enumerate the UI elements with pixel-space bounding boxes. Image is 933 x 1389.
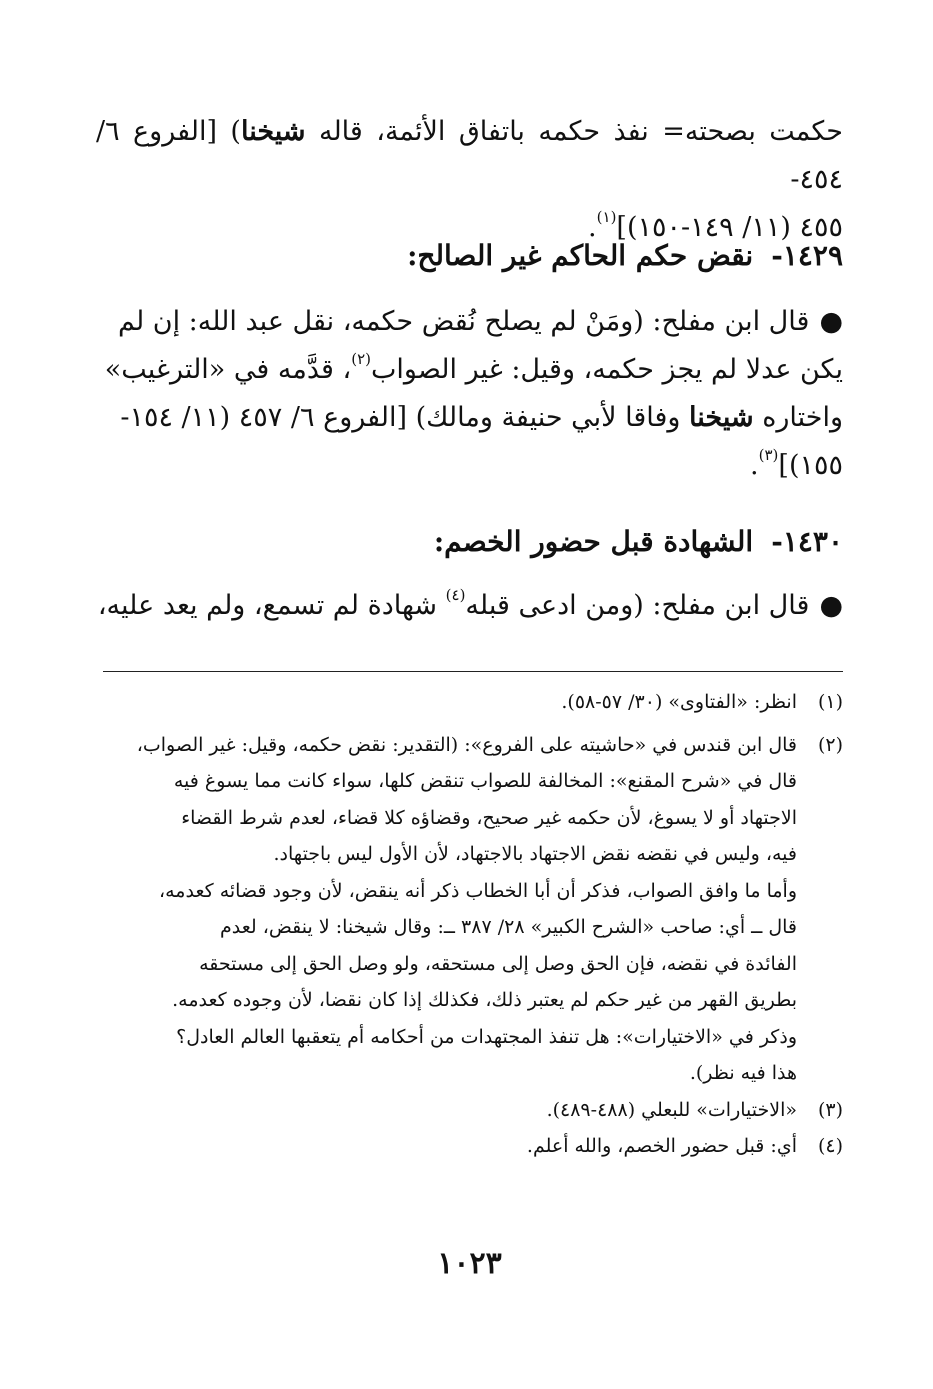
section-number: ١٤٣٠- [771, 525, 843, 558]
footnote-2 [96, 727, 843, 1092]
footnote-line: قال ــ أي: صاحب «الشرح الكبير» ٢٨/ ٣٨٧ ــ: وقال شيخنا: لا ينقض، لعدم [220, 916, 797, 938]
footnote-number: (١) [817, 691, 843, 713]
footnote-line: قال ابن قندس في «حاشيته على الفروع»: (التقدير: نقض حكمه، وقيل: غير الصواب، [136, 733, 797, 756]
footnote-ref: (٣) [758, 446, 779, 464]
footnote-number: (٣) [817, 1098, 843, 1121]
footnote-line: وذكر في «الاختيارات»: هل تنفذ المجتهدات من أحكامه أم يتعقبها العالم العادل؟ [176, 1025, 797, 1048]
bullet-icon: ● [819, 590, 843, 621]
section-number: ١٤٢٩- [771, 239, 843, 272]
text-line: يكن عدلا لم يجز حكمه، وقيل: غير الصواب$^{(٢)}$، قدَّمه في «الترغيب» [104, 350, 843, 385]
footnote-line: انظر: «الفتاوى» (٣٠/ ٥٧-٥٨). [561, 691, 797, 713]
footnote-1 [96, 684, 843, 721]
footnote-ref: (٢) [351, 350, 371, 368]
text-line: حكمت بصحته= نفذ حكمه باتفاق الأئمة، قاله شيخنا) [الفروع ٦/ ٤٥٤- [96, 116, 843, 195]
section-title: نقض حكم الحاكم غير الصالح: [407, 239, 754, 272]
bullet-icon: ● [819, 306, 843, 337]
text-line: ●قال ابن مفلح: (ومن ادعى قبله$^{(٤)}$ شهادة لم تسمع، ولم يعد عليه، [97, 586, 843, 621]
footnote-ref: (٤) [445, 586, 466, 604]
bold-term: شيخنا [240, 116, 306, 147]
text-line: ١٥٥)]$^{(٣)}$. [750, 446, 843, 481]
footnote-line: الاجتهاد أو لا يسوغ، لأن حكمه غير صحيح، وقضاؤه كلا قضاء، لعدم شرط القضاء [181, 806, 797, 829]
section-title: الشهادة قبل حضور الخصم: [433, 525, 754, 558]
continuation-paragraph [96, 108, 843, 252]
footnote-line: بطريق القهر من غير حكم لم يعتبر ذلك، فكذلك إذا كان نقضا، لأن وجوده كعدمه. [172, 989, 797, 1011]
footnote-ref: (١) [596, 208, 617, 226]
footnote-4 [96, 1128, 843, 1165]
footnote-line: أي: قبل حضور الخصم، والله أعلم. [526, 1135, 797, 1157]
footnote-line: الفائدة في نقضه، فإن الحق وصل إلى مستحقه، ولو وصل الحق إلى مستحقه [199, 952, 797, 975]
section-heading-1430 [96, 520, 843, 564]
section-paragraph-1430 [96, 582, 843, 630]
footnote-3 [96, 1092, 843, 1129]
footnote-number: (٢) [817, 733, 843, 756]
footnote-number: (٤) [817, 1135, 843, 1157]
footnote-separator [103, 671, 843, 672]
footnote-line: وأما ما وافق الصواب، فذكر أن أبا الخطاب ذكر أنه ينقض، لأن وجود قضائه كعدمه، [158, 879, 797, 902]
footnote-line: فيه، وليس في نقضه نقض الاجتهاد بالاجتهاد، لأن الأول ليس باجتهاد. [273, 843, 797, 865]
text-line: ٤٥٥ (١١/ ١٤٩-١٥٠)]$^{(١)}$. [588, 208, 843, 243]
text-line: ●قال ابن مفلح: (ومَنْ لم يصلح نُقض حكمه، نقل عبد الله: إن لم [117, 306, 843, 337]
footnote-line: هذا فيه نظر). [689, 1062, 797, 1084]
footnotes [96, 684, 843, 1165]
bold-term: شيخنا [689, 402, 754, 433]
text-line: واختاره شيخنا وفاقا لأبي حنيفة ومالك) [الفروع ٦/ ٤٥٧ (١١/ ١٥٤- [120, 402, 843, 433]
footnote-line: «الاختيارات» للبعلي (٤٨٨-٤٨٩). [546, 1098, 797, 1121]
page-number: ١٠٢٣ [437, 1246, 502, 1281]
section-heading-1429 [96, 234, 843, 278]
footnote-line: قال في «شرح المقنع»: المخالفة للصواب تنقض كلها، سواء كانت مما يسوغ فيه [173, 770, 797, 792]
section-paragraph-1429 [96, 298, 843, 490]
